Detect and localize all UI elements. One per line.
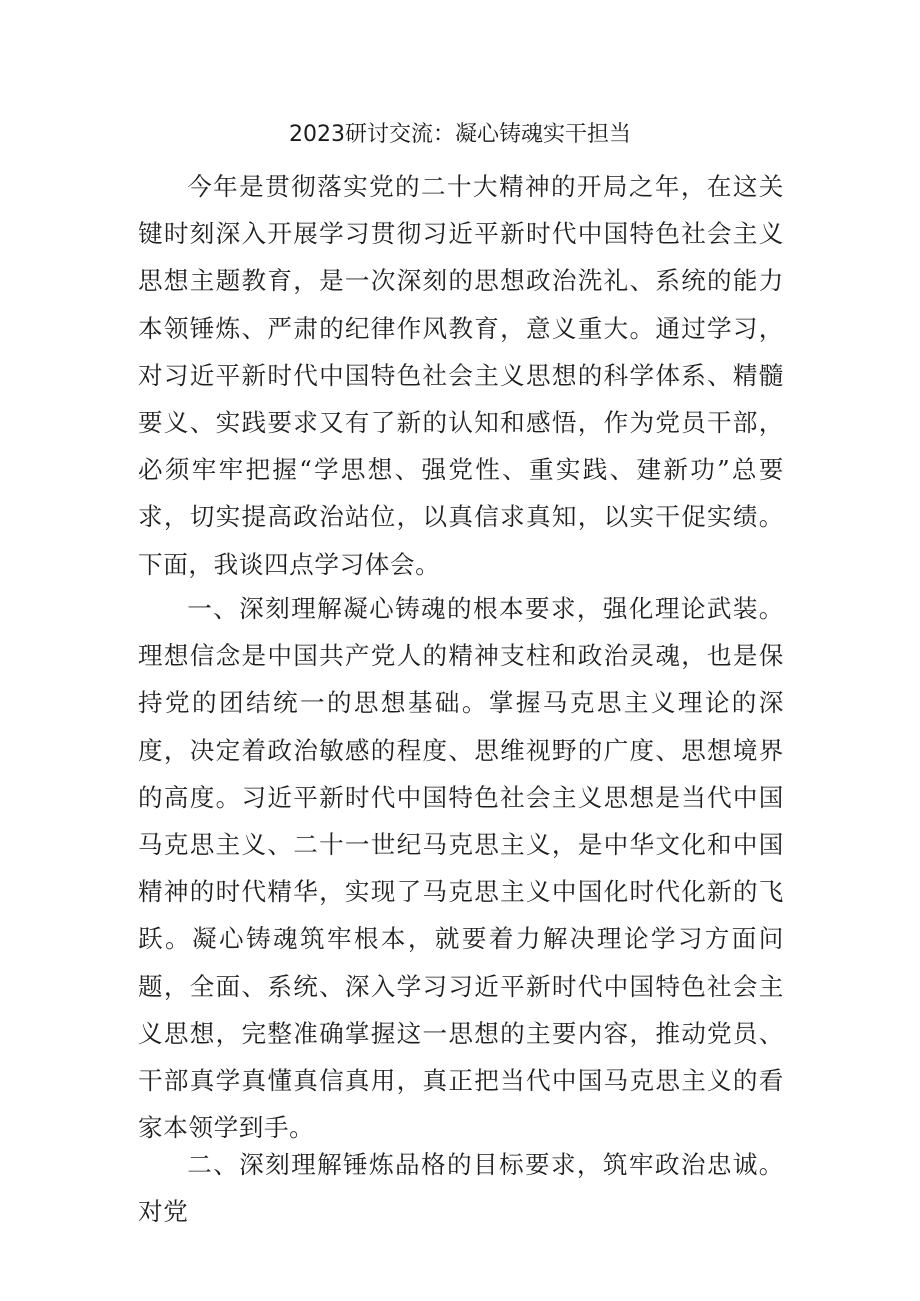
paragraph-section-two: 二、深刻理解锤炼品格的目标要求，筑牢政治忠诚。对党 (138, 1150, 784, 1227)
paragraph-section-one: 一、深刻理解凝心铸魂的根本要求，强化理论武装。理想信念是中国共产党人的精神支柱和政治灵魂，也是保持党的团结统一的思想基础。掌握马克思主义理论的深度，决定着政治敏感的程度、思维视野的广度、思想境界的高度。习近平新时代中国特色社会主义思想是当代中国马克思主义、二十一世纪马克思主义，是中华文化和中国精神的时代精华，实现了马克思主义中国化时代化新的飞跃。凝心铸魂筑牢根本，就要着力解决理论学习方面问题，全面、系统、深入学习习近平新时代中国特色社会主义思想，完整准确掌握这一思想的主要内容，推动党员、干部真学真懂真信真用，真正把当代中国马克思主义的看家本领学到手。 (138, 594, 784, 1143)
paragraph-intro: 今年是贯彻落实党的二十大精神的开局之年，在这关键时刻深入开展学习贯彻习近平新时代中国特色社会主义思想主题教育，是一次深刻的思想政治洗礼、系统的能力本领锤炼、严肃的纪律作风教育，意义重大。通过学习，对习近平新时代中国特色社会主义思想的科学体系、精髓要义、实践要求又有了新的认知和感悟，作为党员干部，必须牢牢把握“学思想、强党性、重实践、建新功”总要求，切实提高政治站位，以真信求真知，以实干促实绩。下面，我谈四点学习体会。 (138, 172, 784, 579)
document-title: 2023研讨交流：凝心铸魂实干担当 (289, 122, 631, 147)
